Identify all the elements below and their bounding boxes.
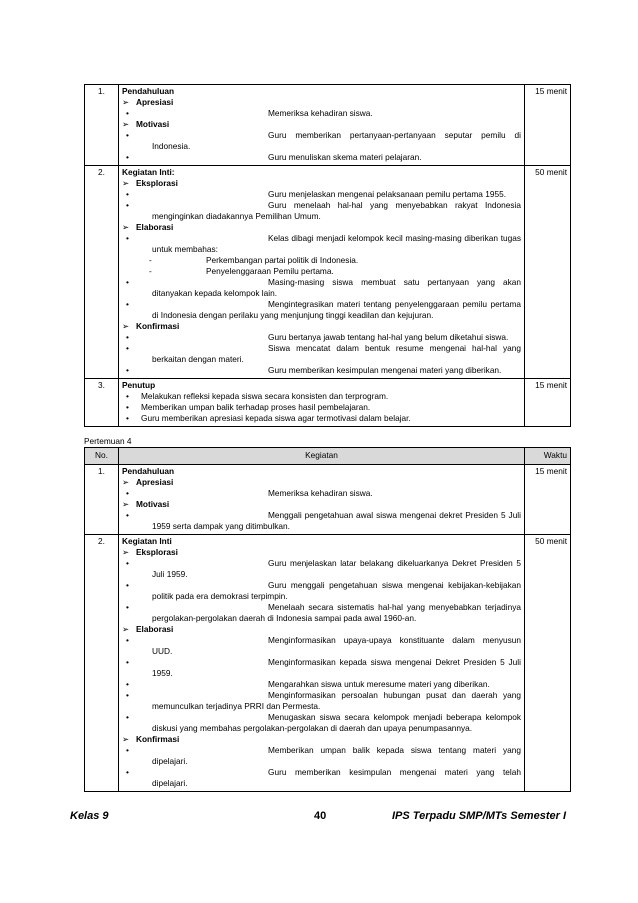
header-no: No.	[85, 448, 119, 465]
bullet-icon: •	[126, 657, 129, 667]
page-number: 40	[314, 810, 327, 822]
section-heading	[122, 97, 521, 108]
item-text: Memberikan umpan balik terhadap proses hasil pembelajaran.	[141, 402, 371, 412]
list-item	[122, 277, 521, 299]
dash-text: Penyelenggaraan Pemilu pertama.	[206, 266, 334, 276]
list-item	[122, 690, 521, 712]
section-heading	[122, 222, 521, 233]
footer-class: Kelas 9	[70, 810, 109, 822]
item-text: Guru menggali pengetahuan siswa mengenai kebijakan-kebijakan politik pada era demokrasi terpimpin.	[152, 580, 521, 601]
dash-icon: -	[149, 255, 152, 265]
section-heading	[122, 477, 521, 488]
bullet-icon: •	[126, 510, 129, 520]
list-item	[122, 635, 521, 657]
list-item	[122, 657, 521, 679]
table-header-row	[85, 448, 571, 465]
arrow-bullet-icon: ➢	[122, 97, 129, 107]
item-text: Masing-masing siswa membuat satu pertanyaan yang akan ditanyakan kepada kelompok lain.	[152, 277, 521, 298]
section-name: Motivasi	[136, 499, 170, 509]
list-item	[122, 712, 521, 734]
bullet-icon: •	[126, 767, 129, 777]
activity-title: Kegiatan Inti	[122, 536, 172, 546]
list-item	[122, 152, 521, 163]
bullet-icon: •	[126, 189, 129, 199]
activity-title: Pendahuluan	[122, 86, 175, 96]
row-time: 15 menit	[525, 465, 571, 535]
list-item	[122, 767, 521, 789]
row-time: 50 menit	[525, 166, 571, 379]
list-item	[122, 745, 521, 767]
section-heading	[122, 624, 521, 635]
item-text: Memberikan umpan balik kepada siswa tentang materi yang dipelajari.	[152, 745, 521, 766]
item-text: Menggali pengetahuan awal siswa mengenai dekret Presiden 5 Juli 1959 serta dampak yang ditimbulkan.	[152, 510, 521, 531]
item-text: Mengintegrasikan materi tentang penyelenggaraan pemilu pertama di Indonesia dengan perilaku yang menjunjung tinggi keadilan dan kejujuran.	[152, 299, 521, 320]
item-text: Guru memberikan kesimpulan mengenai materi yang diberikan.	[268, 365, 502, 375]
lesson-table-1-body	[85, 85, 571, 427]
meeting-label: Pertemuan 4	[84, 436, 132, 446]
row-time: 15 menit	[525, 85, 571, 166]
dash-item	[122, 266, 521, 277]
table-row	[85, 166, 571, 379]
item-text: Siswa mencatat dalam bentuk resume mengenai hal-hal yang berkaitan dengan materi.	[152, 343, 521, 364]
activity-title: Pendahuluan	[122, 466, 175, 476]
arrow-bullet-icon: ➢	[122, 119, 129, 129]
section-name: Eksplorasi	[136, 178, 178, 188]
row-number: 2.	[85, 535, 119, 792]
section-heading	[122, 547, 521, 558]
row-number: 1.	[85, 85, 119, 166]
bullet-icon: •	[126, 679, 129, 689]
section-name: Elaborasi	[136, 222, 174, 232]
list-item	[122, 200, 521, 222]
bullet-icon: •	[126, 690, 129, 700]
section-name: Eksplorasi	[136, 547, 178, 557]
dash-item	[122, 255, 521, 266]
bullet-icon: •	[126, 635, 129, 645]
lesson-table-1	[84, 84, 571, 427]
table-row	[85, 465, 571, 535]
arrow-bullet-icon: ➢	[122, 222, 129, 232]
bullet-icon: •	[126, 277, 129, 287]
item-text: Memeriksa kehadiran siswa.	[268, 108, 373, 118]
item-text: Menginformasikan persoalan hubungan pusat dan daerah yang memunculkan terjadinya PRRI dan Permesta.	[152, 690, 521, 711]
list-item	[122, 580, 521, 602]
arrow-bullet-icon: ➢	[122, 734, 129, 744]
dash-icon: -	[149, 266, 152, 276]
arrow-bullet-icon: ➢	[122, 547, 129, 557]
bullet-icon: •	[126, 130, 129, 140]
list-item	[122, 189, 521, 200]
bullet-icon: •	[126, 580, 129, 590]
bullet-icon: •	[126, 299, 129, 309]
item-text: Guru menuliskan skema materi pelajaran.	[268, 152, 422, 162]
bullet-icon: •	[126, 413, 129, 423]
item-text: Memeriksa kehadiran siswa.	[268, 488, 373, 498]
bullet-icon: •	[126, 108, 129, 118]
list-item	[122, 402, 521, 413]
header-kegiatan: Kegiatan	[119, 448, 525, 465]
section-name: Konfirmasi	[136, 734, 180, 744]
activity-cell	[119, 85, 525, 166]
list-item	[122, 391, 521, 402]
list-item	[122, 558, 521, 580]
section-name: Apresiasi	[136, 477, 174, 487]
section-name: Apresiasi	[136, 97, 174, 107]
lesson-table-2	[84, 447, 571, 792]
item-text: Menugaskan siswa secara kelompok menjadi beberapa kelompok diskusi yang membahas pergolakan-pergolakan di daerah dan upaya penumpasannya.	[152, 712, 521, 733]
list-item	[122, 343, 521, 365]
bullet-icon: •	[126, 152, 129, 162]
section-heading	[122, 178, 521, 189]
item-text: Guru menjelaskan latar belakang dikeluarkanya Dekret Presiden 5 Juli 1959.	[152, 558, 521, 579]
item-text: Guru menelaah hal-hal yang menyebabkan rakyat Indonesia menginginkan diadakannya Pemilihan Umum.	[152, 200, 521, 221]
bullet-icon: •	[126, 745, 129, 755]
table-row	[85, 535, 571, 792]
arrow-bullet-icon: ➢	[122, 624, 129, 634]
arrow-bullet-icon: ➢	[122, 321, 129, 331]
row-number: 2.	[85, 166, 119, 379]
bullet-icon: •	[126, 200, 129, 210]
bullet-icon: •	[126, 602, 129, 612]
dash-text: Perkembangan partai politik di Indonesia.	[206, 255, 359, 265]
arrow-bullet-icon: ➢	[122, 178, 129, 188]
list-item	[122, 510, 521, 532]
row-time: 50 menit	[525, 535, 571, 792]
list-item	[122, 332, 521, 343]
section-heading	[122, 119, 521, 130]
activity-title: Kegiatan Inti:	[122, 167, 175, 177]
item-text: Guru bertanya jawab tentang hal-hal yang belum diketahui siswa.	[268, 332, 509, 342]
list-item	[122, 233, 521, 255]
activity-cell	[119, 535, 525, 792]
arrow-bullet-icon: ➢	[122, 477, 129, 487]
bullet-icon: •	[126, 391, 129, 401]
item-text: Menelaah secara sistematis hal-hal yang menyebabkan terjadinya pergolakan-pergolakan daerah di Indonesia sampai pada awal 1960-an.	[152, 602, 521, 623]
list-item	[122, 299, 521, 321]
bullet-icon: •	[126, 558, 129, 568]
list-item	[122, 488, 521, 499]
bullet-icon: •	[126, 343, 129, 353]
bullet-icon: •	[126, 402, 129, 412]
section-name: Elaborasi	[136, 624, 174, 634]
list-item	[122, 108, 521, 119]
section-heading	[122, 321, 521, 332]
section-name: Motivasi	[136, 119, 170, 129]
activity-cell	[119, 166, 525, 379]
footer-subject: IPS Terpadu SMP/MTs Semester I	[391, 810, 566, 822]
activity-cell	[119, 379, 525, 427]
list-item	[122, 365, 521, 376]
bullet-icon: •	[126, 332, 129, 342]
list-item	[122, 130, 521, 152]
item-text: Mengarahkan siswa untuk meresume materi yang diberikan.	[268, 679, 490, 689]
section-heading	[122, 734, 521, 745]
item-text: Kelas dibagi menjadi kelompok kecil masing-masing diberikan tugas untuk membahas:	[152, 233, 521, 254]
table-row	[85, 379, 571, 427]
item-text: Melakukan refleksi kepada siswa secara konsisten dan terprogram.	[141, 391, 389, 401]
item-text: Menginformasikan kepada siswa mengenai Dekret Presiden 5 Juli 1959.	[152, 657, 521, 678]
item-text: Guru memberikan apresiasi kepada siswa agar termotivasi dalam belajar.	[141, 413, 411, 423]
activity-cell	[119, 465, 525, 535]
item-text: Menginformasikan upaya-upaya konstituante dalam menyusun UUD.	[152, 635, 521, 656]
bullet-icon: •	[126, 365, 129, 375]
header-waktu: Waktu	[525, 448, 571, 465]
row-number: 1.	[85, 465, 119, 535]
arrow-bullet-icon: ➢	[122, 499, 129, 509]
row-time: 15 menit	[525, 379, 571, 427]
activity-title: Penutup	[122, 380, 156, 390]
list-item	[122, 602, 521, 624]
bullet-icon: •	[126, 233, 129, 243]
list-item	[122, 679, 521, 690]
item-text: Guru memberikan kesimpulan mengenai materi yang telah dipelajari.	[152, 767, 521, 788]
item-text: Guru menjelaskan mengenai pelaksanaan pemilu pertama 1955.	[268, 189, 506, 199]
item-text: Guru memberikan pertanyaan-pertanyaan seputar pemilu di Indonesia.	[152, 130, 521, 151]
section-heading	[122, 499, 521, 510]
bullet-icon: •	[126, 712, 129, 722]
section-name: Konfirmasi	[136, 321, 180, 331]
list-item	[122, 413, 521, 424]
row-number: 3.	[85, 379, 119, 427]
page-footer	[70, 810, 566, 824]
lesson-table-2-body	[85, 465, 571, 792]
bullet-icon: •	[126, 488, 129, 498]
table-row	[85, 85, 571, 166]
